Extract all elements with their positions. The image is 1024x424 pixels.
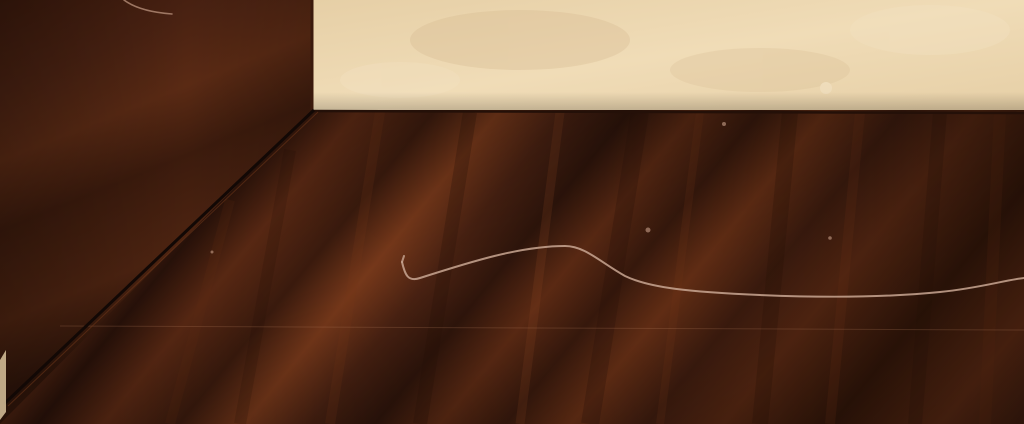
left-edge-sliver <box>0 350 6 420</box>
paper-edge-shadow <box>312 92 1024 110</box>
